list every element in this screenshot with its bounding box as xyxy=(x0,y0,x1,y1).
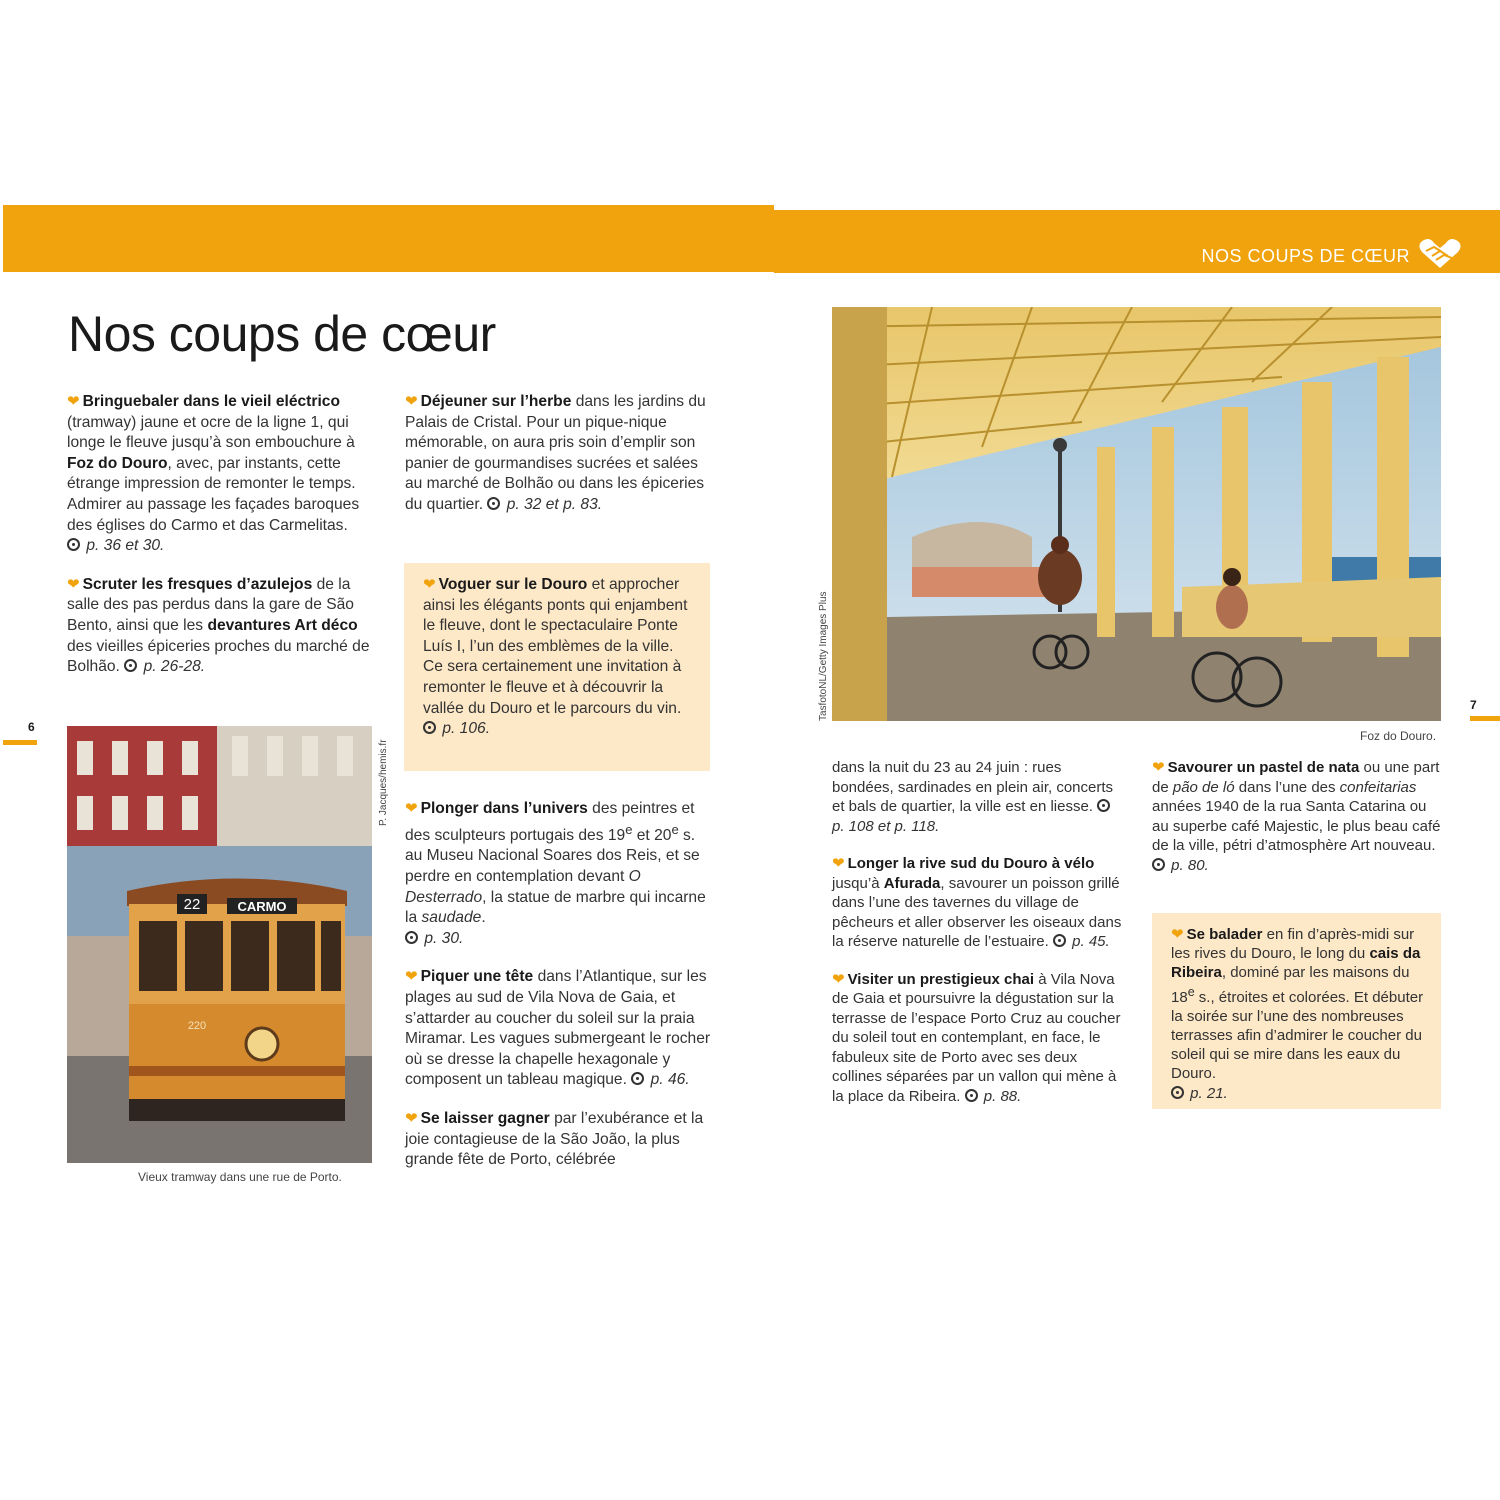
entry-title: Bringuebaler dans le vieil eléctrico xyxy=(82,393,340,410)
page-ref: p. 88. xyxy=(983,1087,1022,1105)
page-number-right: 7 xyxy=(1470,698,1477,712)
tram-photo-credit: P. Jacques/hemis.fr xyxy=(378,739,389,826)
superscript: e xyxy=(671,821,679,837)
entry-text: . xyxy=(481,909,486,927)
page-ref: p. 46. xyxy=(650,1071,690,1089)
page-ref: p. 108 et p. 118. xyxy=(832,817,940,835)
entry-text: dans l’une des xyxy=(1234,778,1340,796)
entry-title: Se balader xyxy=(1186,926,1263,943)
entry-title: Plonger dans l’univers xyxy=(420,800,588,817)
entry-text: années 1940 de la rua Santa Catarina ou au superbe café Majestic, le plus beau café de la ville, pétri d’atmosphère Art nouveau. xyxy=(1152,798,1441,854)
entry-italic: pão de ló xyxy=(1172,778,1235,796)
foz-photo-credit: TasfotoNL/Getty Images Plus xyxy=(818,591,829,721)
entry-text: et approcher ainsi les élégants ponts qui enjambent le fleuve, dont le spectaculaire Ponte Luís I, l’un des emblèmes de la ville. Ce sera certainement une invitation à remonter le fleuve et à découvrir la vallée du Douro et le parcours du vin. xyxy=(423,576,688,717)
entry-bold: Foz do Douro xyxy=(67,454,168,472)
entry-chai xyxy=(832,970,1124,1107)
entry-text: , dominé par les maisons du 18 xyxy=(1171,964,1410,1006)
page-marker-right xyxy=(1470,716,1500,721)
entry-italic: confeitarias xyxy=(1339,778,1417,796)
foz-photo xyxy=(832,307,1441,721)
tram-plate: 220 xyxy=(187,1020,207,1032)
entry-text: à Vila Nova de Gaia et poursuivre la dégustation sur la terrasse de l’espace Porto Cruz au coucher du soleil tout en contemplant, en face, le fabuleux site de Porto avec ses deux collines séparées par un vallon qui mène à la place da Ribeira. xyxy=(832,970,1121,1105)
entry-text: dans les jardins du Palais de Cristal. Pour un pique-nique mémorable, on aura pris soin d’emplir son panier de gourmandises sucrées et salées au marché de Bolhão ou dans les épiceries du quartier. xyxy=(405,393,706,513)
entry-text: , avec, par instants, cette étrange impression de remonter le temps. Admirer au passage les façades baroques des églises do Carmo et das Carmelitas. xyxy=(67,454,360,534)
entry-text: jusqu’à xyxy=(832,874,884,892)
entry-text: des vieilles épiceries proches du marché de Bolhão. xyxy=(67,637,370,676)
superscript: e xyxy=(1187,984,1195,999)
entry-azulejos xyxy=(67,575,372,678)
page-number-left: 6 xyxy=(28,720,35,734)
entry-title: Voguer sur le Douro xyxy=(438,576,588,593)
heart-icon: ❤ xyxy=(405,1109,418,1127)
page-marker-left xyxy=(3,740,37,745)
entry-text: , savourer un poisson grillé dans l’une des tavernes du village de pêcheurs et aller observer les oiseaux dans la réserve naturelle de l’estuaire. xyxy=(832,874,1122,950)
entry-text: et 20 xyxy=(632,826,672,844)
tram-photo xyxy=(67,726,372,1163)
tram-photo-caption: Vieux tramway dans une rue de Porto. xyxy=(138,1170,342,1184)
page-ref-icon xyxy=(124,659,137,672)
page-ref-icon xyxy=(1053,934,1066,947)
entry-pastel xyxy=(1152,758,1442,875)
page-ref: p. 32 et p. 83. xyxy=(506,495,603,513)
page-ref: p. 26-28. xyxy=(143,658,206,676)
page-ref: p. 45. xyxy=(1072,933,1110,950)
page-ref-icon xyxy=(1097,799,1110,812)
heart-icon: ❤ xyxy=(832,970,845,988)
heart-icon: ❤ xyxy=(832,855,845,872)
entry-text: s., étroites et colorées. Et débuter la soirée sur l’une des nombreuses terrasses afin d’admirer le coucher du soleil qui se mire dans les eaux du Douro. xyxy=(1171,988,1424,1083)
tram-number: 22 xyxy=(183,896,201,913)
highlight-box-ribeira xyxy=(1152,913,1441,1109)
entry-text: , la statue de marbre qui incarne la xyxy=(405,888,706,927)
foz-photo-caption: Foz do Douro. xyxy=(1360,729,1437,743)
section-title: NOS COUPS DE CŒUR xyxy=(1201,246,1410,266)
heart-icon: ❤ xyxy=(67,393,80,410)
entry-text: des peintres et des sculpteurs portugais des 19 xyxy=(405,800,695,844)
entry-beach xyxy=(405,967,715,1091)
heart-icon: ❤ xyxy=(1152,759,1165,776)
entry-text: s. au Museu Nacional Soares dos Reis, et se perdre en contemplation devant xyxy=(405,826,700,885)
entry-text: par l’exubérance et la joie contagieuse de la São João, la plus grande fête de Porto, célébrée xyxy=(405,1109,704,1169)
entry-title: Piquer une tête xyxy=(420,968,534,986)
entry-title: Scruter les fresques d’azulejos xyxy=(82,575,313,593)
column-2 xyxy=(405,392,715,534)
highlight-box-douro xyxy=(404,563,710,771)
entry-title: Longer la rive sud du Douro à vélo xyxy=(847,855,1095,872)
column-3 xyxy=(832,758,1124,1124)
entry-text: dans l’Atlantique, sur les plages au sud de Vila Nova de Gaia, et s’attarder au coucher du soleil sur la praia Miramar. Les vagues submergeant le rocher où se dresse la chapelle hexagonale y composent un tableau magique. xyxy=(405,968,711,1089)
heart-icon: ❤ xyxy=(405,800,418,817)
column-2-lower xyxy=(405,799,715,1189)
page-ref-icon xyxy=(965,1089,978,1102)
heart-icon: ❤ xyxy=(67,575,80,593)
entry-title: Visiter un prestigieux chai xyxy=(847,970,1035,988)
entry-bold: devantures Art déco xyxy=(207,616,358,634)
entry-sao-joao xyxy=(405,1109,715,1171)
column-4 xyxy=(1152,758,1442,893)
entry-title: Savourer un pastel de nata xyxy=(1167,759,1360,776)
heart-icon: ❤ xyxy=(1171,926,1184,943)
entry-bold: cais da Ribeira xyxy=(1171,945,1421,982)
page-ref-icon xyxy=(631,1072,644,1085)
entry-bold: Afurada xyxy=(883,874,941,892)
page-title: Nos coups de cœur xyxy=(68,306,496,362)
column-1 xyxy=(67,392,372,696)
entry-text: en fin d’après-midi sur les rives du Douro, le long du xyxy=(1171,926,1415,963)
page-ref: p. 30. xyxy=(424,929,464,947)
page-ref-icon xyxy=(487,497,500,510)
header-band-left xyxy=(3,205,774,272)
handshake-heart-icon xyxy=(1418,238,1462,270)
entry-title: Se laisser gagner xyxy=(420,1109,550,1127)
page-ref: p. 80. xyxy=(1171,856,1209,874)
page-ref-icon xyxy=(1171,1086,1184,1099)
entry-sao-joao-cont xyxy=(832,758,1124,836)
page-ref-icon xyxy=(423,721,436,734)
entry-italic: saudade xyxy=(421,909,482,927)
page-ref: p. 106. xyxy=(442,720,491,738)
entry-italic: O Desterrado xyxy=(405,867,641,906)
page-ref-icon xyxy=(67,538,80,551)
tram-sign: CARMO xyxy=(237,899,287,914)
entry-text: dans la nuit du 23 au 24 juin : rues bondées, sardinades en plein air, concerts et bals de quartier, la ville est en liesse. xyxy=(832,759,1114,815)
page-ref-icon xyxy=(405,931,418,944)
heart-icon: ❤ xyxy=(423,576,436,593)
entry-tram xyxy=(67,392,372,557)
entry-picnic xyxy=(405,392,715,516)
heart-icon: ❤ xyxy=(405,393,418,410)
entry-text: ou une part de xyxy=(1152,759,1440,796)
page-ref-icon xyxy=(1152,858,1165,871)
heart-icon: ❤ xyxy=(405,968,418,986)
entry-bike xyxy=(832,854,1124,952)
page-ref: p. 36 et 30. xyxy=(86,537,165,555)
entry-title: Déjeuner sur l’herbe xyxy=(420,393,572,410)
entry-text: de la salle des pas perdus dans la gare de São Bento, ainsi que les xyxy=(67,575,354,634)
entry-text: (tramway) jaune et ocre de la ligne 1, qui longe le fleuve jusqu’à son embouchure à xyxy=(67,413,355,452)
entry-museum xyxy=(405,799,715,949)
superscript: e xyxy=(625,821,633,837)
page-ref: p. 21. xyxy=(1190,1084,1228,1102)
